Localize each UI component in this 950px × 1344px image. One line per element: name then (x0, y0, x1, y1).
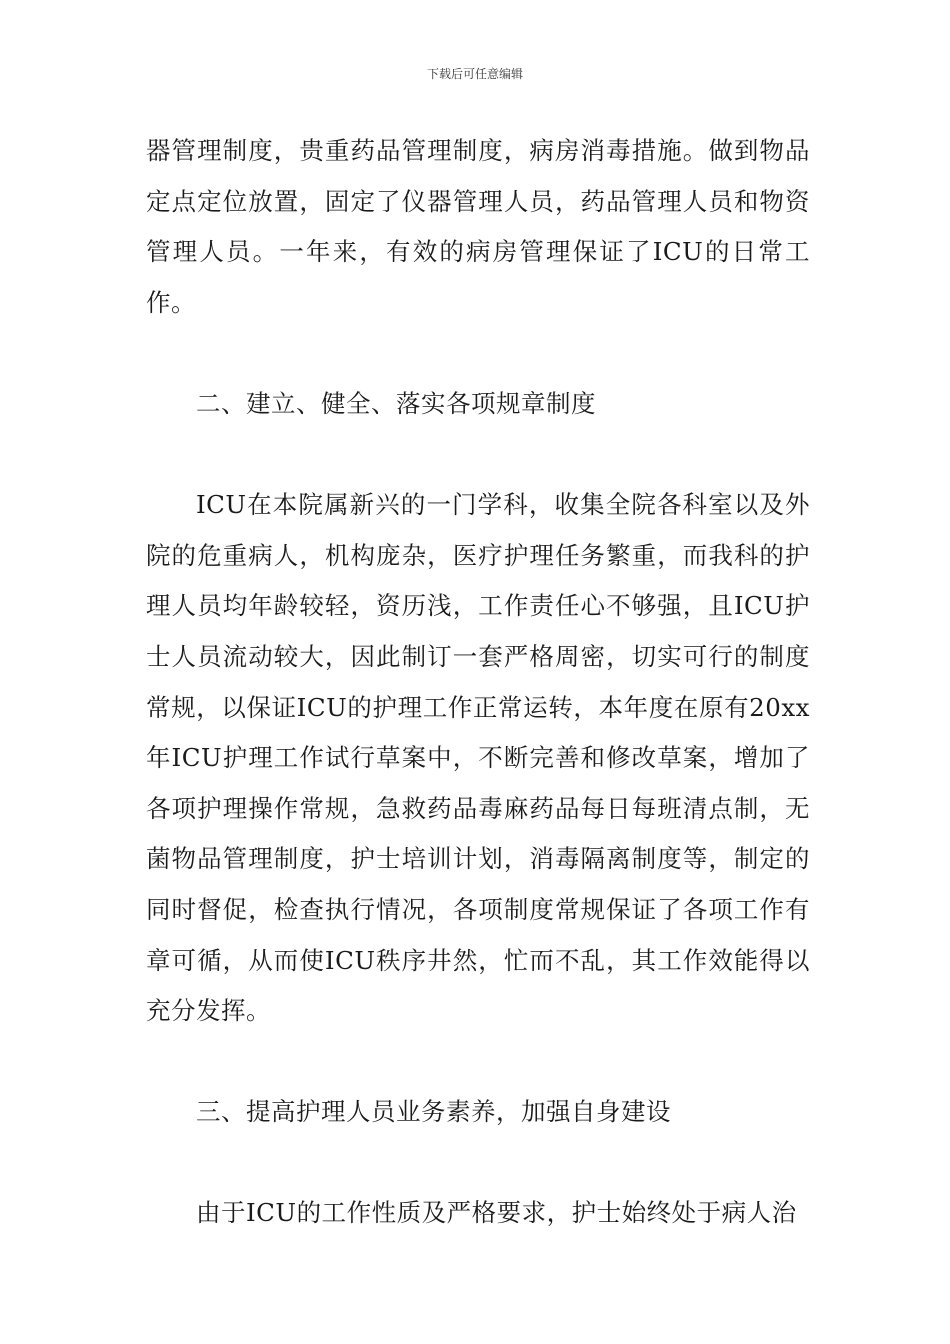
paragraph-continued: 器管理制度，贵重药品管理制度，病房消毒措施。做到物品定点定位放置，固定了仪器管理人员，药品管理人员和物资管理人员。一年来，有效的病房管理保证了ICU的日常工作。 (146, 136, 810, 317)
section-heading-3: 三、提高护理人员业务素养，加强自身建设 (196, 1097, 671, 1127)
paragraph-gap (146, 328, 810, 379)
section-heading-2: 二、建立、健全、落实各项规章制度 (196, 388, 596, 418)
paragraph-gap (146, 1138, 810, 1189)
paragraph-icu-rules: ICU在本院属新兴的一门学科，收集全院各科室以及外院的危重病人，机构庞杂，医疗护理任务繁重，而我科的护理人员均年龄较轻，资历浅，工作责任心不够强，且ICU护士人员流动较大，因此制订一套严格周密，切实可行的制度常规，以保证ICU的护理工作正常运转，本年度在原有20xx年ICU护理工作试行草案中，不断完善和修改草案，增加了各项护理操作常规，急救药品毒麻药品每日每班清点制，无菌物品管理制度，护士培训计划，消毒隔离制度等，制定的同时督促，检查执行情况，各项制度常规保证了各项工作有章可循，从而使ICU秩序井然，忙而不乱，其工作效能得以充分发挥。 (146, 490, 810, 1026)
paragraph-gap (146, 1037, 810, 1088)
paragraph-gap (146, 430, 810, 481)
page-header-note: 下载后可任意编辑 (426, 67, 523, 81)
document-body (146, 126, 810, 1239)
paragraph-partial: 由于ICU的工作性质及严格要求，护士始终处于病人治 (196, 1198, 797, 1228)
